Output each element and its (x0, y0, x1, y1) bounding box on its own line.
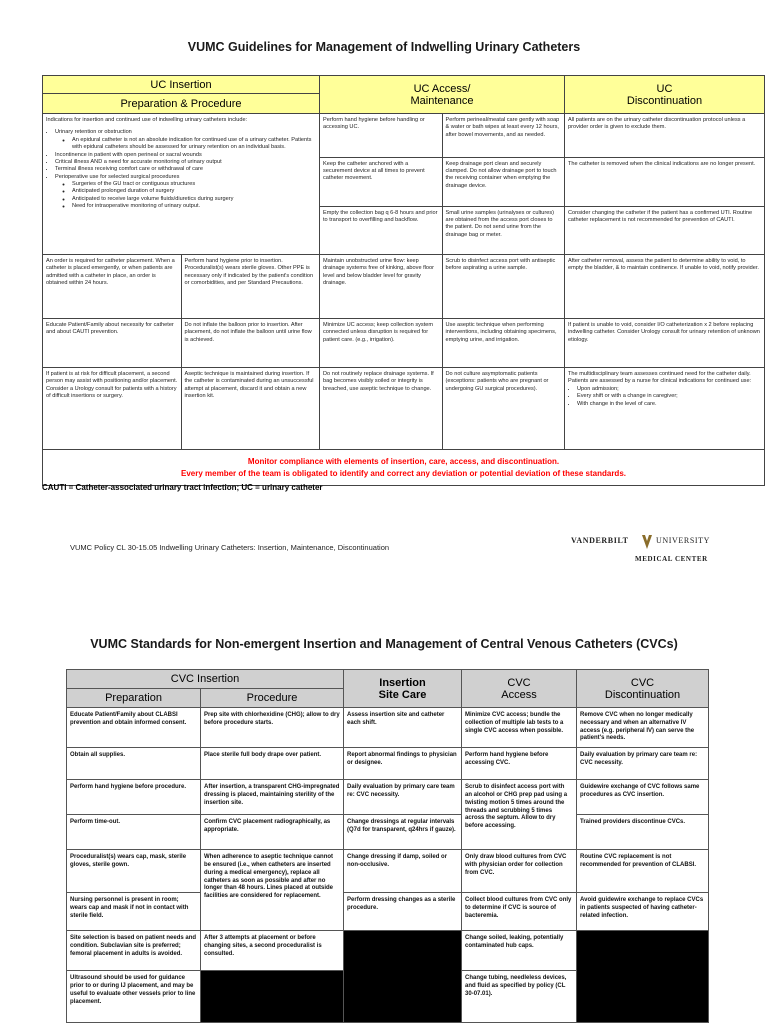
cvc-prep-cell: Perform time-out. (67, 815, 201, 850)
cvc-proc-cell: Confirm CVC placement radiographically, as appropriate. (201, 815, 344, 850)
cvc-site-cell: Perform dressing changes as a sterile procedure. (344, 893, 462, 931)
cvc-prep-cell: Site selection is based on patient needs and condition. Subclavian site is preferred; femoral placement in adults is avoided. (67, 931, 201, 971)
cvc-disc-cell: Guidewire exchange of CVC follows same procedures as CVC insertion. (577, 780, 709, 815)
uc-disc-cell: All patients are on the urinary catheter discontinuation protocol unless a provider order is given to exclude them. (565, 114, 764, 157)
cvc-access-header: CVC Access (462, 670, 577, 708)
cvc-proc-cell: Place sterile full body drape over patient. (201, 748, 344, 780)
uc-guidelines-title: VUMC Guidelines for Management of Indwelling Urinary Catheters (187, 40, 581, 54)
uc-proc-cell: Aseptic technique is maintained during insertion. If the catheter is contaminated during an unsuccessful attempt at placement, discard it and obtain a new insertion kit. (184, 371, 314, 400)
cvc-site-cell: Change dressings at regular intervals (Q7d for transparent, q24hrs if gauze). (344, 815, 462, 850)
uc-access-cell: Do not culture asymptomatic patients (exceptions: patients who are pregnant or undergoing GU surgical procedures). (445, 371, 549, 392)
uc-policy-reference: VUMC Policy CL 30-15.05 Indwelling Urinary Catheters: Insertion, Maintenance, Discontinuation (70, 543, 390, 552)
cvc-disc-cell: Avoid guidewire exchange to replace CVCs in patients suspected of having catheter-related infection. (577, 893, 709, 931)
uc-access-cell: Minimize UC access; keep collection system connected unless disruption is required for patient care. (e.g., irrigation). (320, 319, 442, 367)
cvc-insertion-header: CVC Insertion (67, 670, 344, 689)
uc-disc-cell: Consider changing the catheter if the patient has a confirmed UTI. Routine catheter replacement is not recommended for prevention of CAUTI. (568, 209, 753, 223)
cvc-prep-cell: Ultrasound should be used for guidance prior to or during IJ placement, and may be useful to evaluate other vessels prior to line placement. (67, 971, 201, 1023)
cvc-site-cell: Assess insertion site and catheter each shift. (344, 708, 462, 748)
uc-prep-cell: Educate Patient/Family about necessity for catheter and about CAUTI prevention. (43, 319, 181, 367)
uc-indications-cell: Indications for insertion and continued use of indwelling urinary catheters include: • Urinary retention or obstruction ◦ An epidural catheter is not an absolute indication for continued use of a urinary catheter. Patients with epidural catheters should be assessed for urinary retention on an individual basis. • Incontinence in patient with open perineal or sacral wounds • Critical illness AND a need for accurate monitoring of urinary output • Terminal illness receiving comfort care or withdrawal of care • Perioperative use for selected surgical procedures ◦ Surgeries of the GU tract or contiguous structures ◦ Anticipated prolonged duration of surgery ◦ Anticipated to receive large volume fluids/diuretics during surgery ◦ Need for intraoperative monitoring of urinary output. (43, 114, 320, 255)
uc-access-cell: Maintain unobstructed urine flow: keep drainage systems free of kinking, above floor level and below bladder level for gravity drainage. (320, 255, 442, 318)
cvc-site-care-header: Insertion Site Care (344, 670, 462, 708)
uc-access-group-4 (320, 368, 565, 450)
cvc-empty-cell (344, 931, 462, 1023)
uc-guidelines-table (42, 75, 765, 486)
uc-prep-group-3 (43, 319, 320, 368)
cvc-access-cell: Only draw blood cultures from CVC with physician order for collection from CVC. (462, 850, 577, 893)
uc-proc-cell: Perform hand hygiene prior to insertion. Proceduralist(s) wears sterile gloves. Other PPE is necessary only if indicated by the patient's condition or comorbidities, and per Standard Precautions. (184, 258, 314, 287)
uc-access-cell: Perform perineal/meatal care gently with soap & water or bath wipes at least every 12 hours, after bowel movements, and as needed. (442, 114, 564, 157)
cvc-site-cell: Daily evaluation by primary care team re: CVC necessity. (344, 780, 462, 815)
cvc-prep-cell: Perform hand hygiene before procedure. (67, 780, 201, 815)
cvc-standards-title: VUMC Standards for Non-emergent Insertion and Management of Central Venous Catheters (CVCs) (90, 637, 678, 651)
uc-access-cell: Do not routinely replace drainage systems. If bag becomes visibly soiled or integrity is breached, use aseptic technique to change. (320, 368, 442, 449)
cvc-prep-cell: Educate Patient/Family about CLABSI prevention and obtain informed consent. (67, 708, 201, 748)
cvc-disc-cell: Trained providers discontinue CVCs. (577, 815, 709, 850)
cvc-access-cell: Minimize CVC access; bundle the collection of multiple lab tests to a single CVC access when possible. (462, 708, 577, 748)
uc-discontinuation-header: UC Discontinuation (565, 76, 765, 114)
uc-prep-procedure-header: Preparation & Procedure (43, 94, 320, 114)
cvc-proc-cell: When adherence to aseptic technique cannot be ensured (i.e., when catheters are inserted during a medical emergency), replace all catheters as soon as possible and after no longer than 48 hours. Lines placed at outside facilities are considered for replacement. (201, 850, 344, 931)
uc-access-cell: Empty the collection bag q 6-8 hours and prior to transport to overfilling and backflow. (320, 206, 442, 254)
uc-access-cell: Small urine samples (urinalyses or cultures) are obtained from the access port closes to the patient. Do not send urine from the drainage bag or meter. (445, 209, 554, 238)
uc-access-cell: Perform hand hygiene before handling or accessing UC. (320, 114, 442, 157)
uc-prep-cell: An order is required for catheter placement. When a catheter is placed emergently, or when patients are admitted with a catheter in place, an order is obtained within 24 hours. (43, 255, 181, 318)
cvc-access-cell: Change tubing, needleless devices, and fluid as specified by policy (CL 30-07.01). (462, 971, 577, 1023)
uc-access-header: UC Access/ Maintenance (320, 76, 565, 114)
cvc-preparation-header: Preparation (67, 689, 201, 708)
uc-prep-cell: If patient is at risk for difficult placement, a second person may assist with positioning and/or placement. Consider a Urology consult for patients with a history of difficult insertions or surgery. (43, 368, 181, 449)
uc-disc-cell: The catheter is removed when the clinical indications are no longer present. (565, 157, 764, 206)
uc-disc-cell: If patient is unable to void, consider I/O catheterization x 2 before replacing indwelling catheter. Consider Urology consult for urinary retention of unknown etiology. (565, 319, 765, 368)
cvc-proc-cell: After insertion, a transparent CHG-impregnated dressing is placed, maintaining sterility of the insertion site. (201, 780, 344, 815)
uc-prep-group-2 (43, 255, 320, 319)
uc-access-cell: Keep drainage port clean and securely clamped. Do not allow drainage port to touch the receiving container when emptying the drainage device. (442, 157, 564, 206)
uc-insertion-header: UC Insertion (43, 76, 320, 94)
uc-disc-cell: The multidisciplinary team assesses continued need for the catheter daily. Patients are assessed by a nurse for clinical indications for continued use: • Upon admission; • Every shift or with a change in caregiver; • With change in the level of care. (565, 368, 765, 450)
uc-access-cell: Use aseptic technique when performing interventions, including obtaining specimens, emptying urine, and irrigation. (445, 322, 557, 343)
cvc-proc-cell: After 3 attempts at placement or before changing sites, a second proceduralist is consulted. (201, 931, 344, 971)
cvc-discontinuation-header: CVC Discontinuation (577, 670, 709, 708)
cvc-access-cell: Collect blood cultures from CVC only to determine if CVC is source of bacteremia. (462, 893, 577, 931)
cvc-proc-cell: Prep site with chlorhexidine (CHG); allow to dry before procedure starts. (201, 708, 344, 748)
uc-access-group-1 (320, 114, 565, 255)
uc-access-cell: Keep the catheter anchored with a securement device at all times to prevent catheter movement. (320, 157, 442, 206)
uc-abbreviation-legend: CAUTI = Catheter-associated urinary tract infection; UC = urinary catheter (42, 483, 323, 492)
cvc-empty-cell (577, 931, 709, 1023)
cvc-prep-cell: Obtain all supplies. (67, 748, 201, 780)
cvc-site-cell: Change dressing if damp, soiled or non-occlusive. (344, 850, 462, 893)
cvc-prep-cell: Proceduralist(s) wears cap, mask, sterile gloves, sterile gown. (67, 850, 201, 893)
uc-prep-group-4 (43, 368, 320, 450)
cvc-procedure-header: Procedure (201, 689, 344, 708)
uc-access-group-3 (320, 319, 565, 368)
cvc-disc-cell: Remove CVC when no longer medically necessary and when an alternative IV access (e.g. peripheral IV) can serve the patient's needs. (577, 708, 709, 748)
cvc-site-cell: Report abnormal findings to physician or designee. (344, 748, 462, 780)
uc-access-cell: Scrub to disinfect access port with antiseptic before aspirating a urine sample. (445, 258, 556, 272)
cvc-standards-table (66, 669, 709, 1023)
cvc-disc-cell: Routine CVC replacement is not recommended for prevention of CLABSI. (577, 850, 709, 893)
uc-proc-cell: Do not inflate the balloon prior to insertion. After placement, do not inflate the balloon until urine flow is achieved. (184, 322, 312, 343)
uc-access-group-2 (320, 255, 565, 319)
cvc-access-cell: Scrub to disinfect access port with an alcohol or CHG prep pad using a twisting motion 5 times around the threads and scrubbing 5 times across the septum. Allow to dry before accessing. (462, 780, 577, 850)
uc-discontinuation-group-1 (565, 114, 765, 255)
cvc-access-cell: Perform hand hygiene before accessing CVC. (462, 748, 577, 780)
uc-disc-cell: After catheter removal, assess the patient to determine ability to void, to empty the bladder, & to maintain continence. If unable to void, notify provider. (565, 255, 765, 319)
cvc-empty-cell (201, 971, 344, 1023)
cvc-prep-cell: Nursing personnel is present in room; wears cap and mask if not in contact with sterile field. (67, 893, 201, 931)
vanderbilt-logo: VANDERBILT UNIVERSITY MEDICAL CENTER (571, 536, 710, 563)
cvc-access-cell: Change soiled, leaking, potentially contaminated hub caps. (462, 931, 577, 971)
cvc-disc-cell: Daily evaluation by primary care team re: CVC necessity. (577, 748, 709, 780)
oak-leaf-icon (640, 534, 654, 550)
uc-monitor-compliance: Monitor compliance with elements of insertion, care, access, and discontinuation. Every member of the team is obligated to identify and correct any deviation or potential deviation of these standards. (43, 450, 765, 486)
